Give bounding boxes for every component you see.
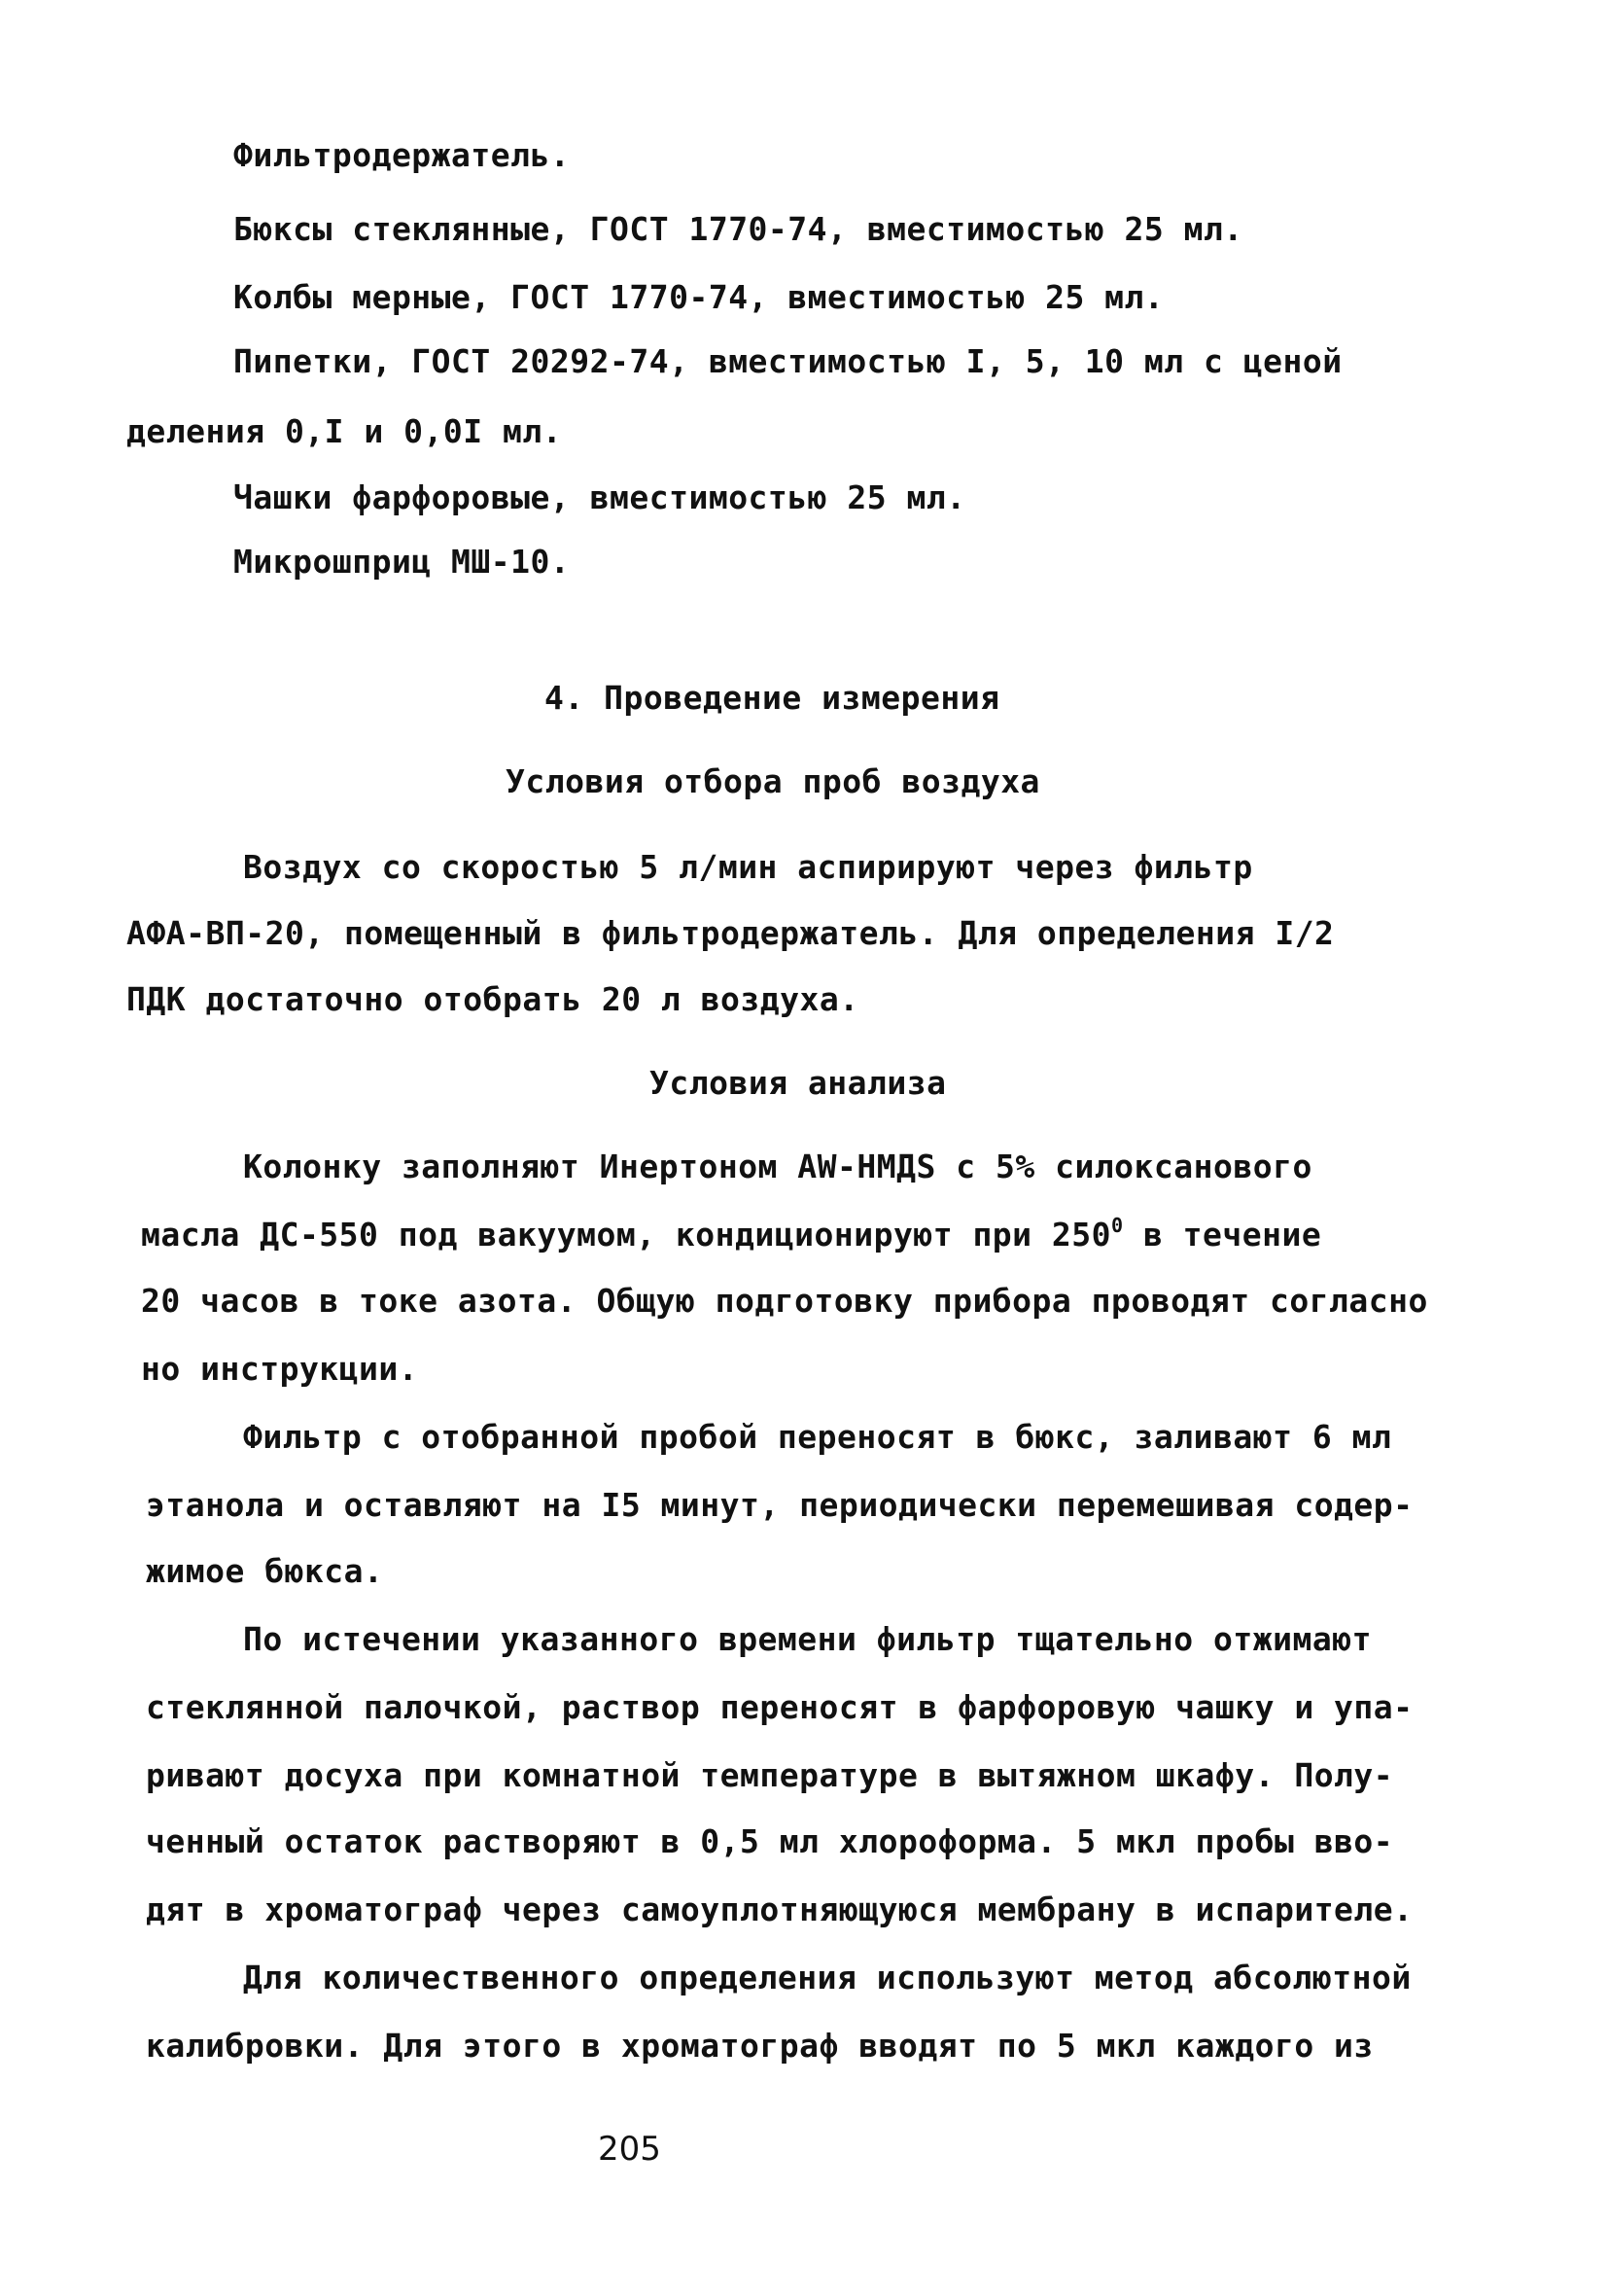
equipment-line: Бюксы стеклянные, ГОСТ 1770-74, вместимостью 25 мл.	[233, 210, 1243, 248]
analysis-subtitle: Условия анализа	[649, 1064, 947, 1102]
equipment-line: Колбы мерные, ГОСТ 1770-74, вместимостью 25 мл.	[233, 278, 1165, 316]
sampling-line: ПДК достаточно отобрать 20 л воздуха.	[126, 980, 859, 1018]
analysis-text: в течение	[1123, 1216, 1322, 1254]
equipment-line: Фильтродержатель.	[233, 136, 571, 174]
equipment-line: Чашки фарфоровые, вместимостью 25 мл.	[233, 478, 966, 516]
analysis-line: Колонку заполняют Инертоном AW-HMДS с 5% силоксанового	[243, 1148, 1312, 1185]
analysis-line: стеклянной палочкой, раствор переносят в фарфоровую чашку и упа-	[146, 1688, 1414, 1726]
analysis-line: дят в хроматограф через самоуплотняющуюся мембрану в испарителе.	[146, 1890, 1414, 1928]
degree-superscript: 0	[1111, 1214, 1124, 1237]
analysis-line: По истечении указанного времени фильтр тщательно отжимают	[243, 1620, 1372, 1658]
page-number: 205	[598, 2130, 661, 2169]
equipment-line: Пипетки, ГОСТ 20292-74, вместимостью I, 5, 10 мл с ценой	[233, 342, 1343, 380]
analysis-line: жимое бюкса.	[146, 1552, 384, 1590]
analysis-line	[141, 1216, 1321, 1254]
sampling-subtitle: Условия отбора проб воздуха	[506, 762, 1040, 800]
sampling-line: Воздух со скоростью 5 л/мин аспирируют через фильтр	[243, 848, 1253, 886]
section-title: 4. Проведение измерения	[544, 679, 1000, 717]
analysis-line: Для количественного определения используют метод абсолютной	[243, 1959, 1412, 1996]
analysis-line: калибровки. Для этого в хроматограф вводят по 5 мкл каждого из	[146, 2027, 1374, 2065]
analysis-line: Фильтр с отобранной пробой переносят в бюкс, заливают 6 мл	[243, 1418, 1392, 1456]
analysis-text: масла ДС-550 под вакуумом, кондиционируют при 250	[141, 1216, 1112, 1254]
sampling-line: АФА-ВП-20, помещенный в фильтродержатель. Для определения I/2	[126, 914, 1335, 952]
analysis-line: 20 часов в токе азота. Общую подготовку прибора проводят согласно	[141, 1282, 1428, 1320]
analysis-line: но инструкции.	[141, 1350, 419, 1388]
equipment-line: деления 0,I и 0,0I мл.	[126, 412, 563, 450]
analysis-line: ченный остаток растворяют в 0,5 мл хлороформа. 5 мкл пробы вво-	[146, 1822, 1394, 1860]
analysis-line: ривают досуха при комнатной температуре в вытяжном шкафу. Полу-	[146, 1756, 1394, 1794]
analysis-line: этанола и оставляют на I5 минут, периодически перемешивая содер-	[146, 1486, 1414, 1524]
equipment-line: Микрошприц МШ-10.	[233, 543, 571, 581]
